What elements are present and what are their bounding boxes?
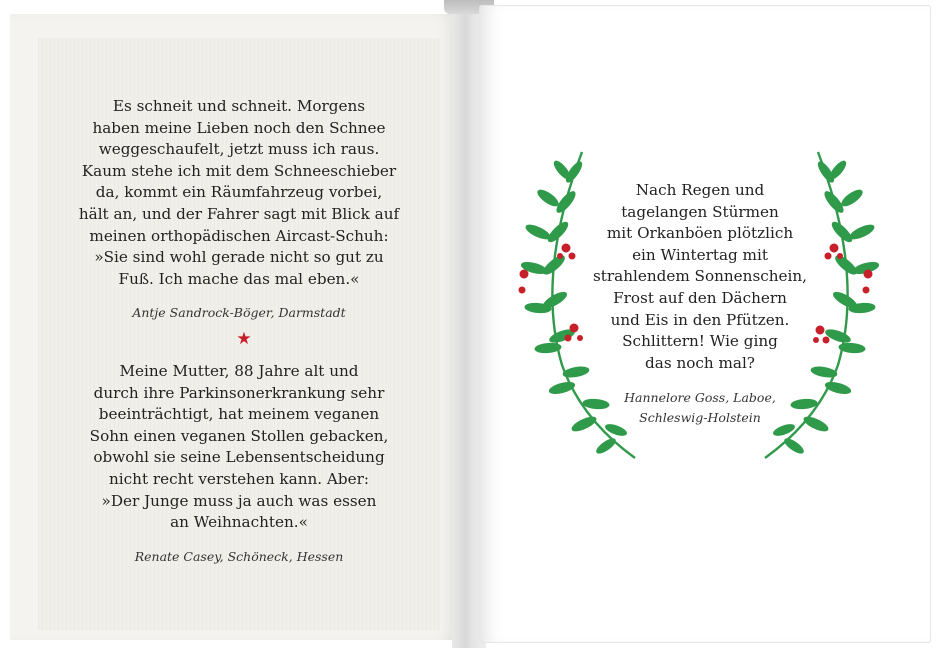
right-quote-text: Nach Regen und tagelangen Stürmen mit Orkanböen plötzlich ein Wintertag mit strahlendem Sonnenschein, Frost auf den Dächern und Eis in den Pfützen. Schlittern! Wie ging das noch mal? bbox=[593, 181, 807, 372]
berries-left bbox=[519, 244, 584, 342]
story-1-text: Es schneit und schneit. Morgens haben meine Lieben noch den Schnee weggeschaufelt, jetzt muss ich raus. Kaum stehe ich mit dem Schneeschieber da, kommt ein Räumfahrzeug vorbei, hält an, und der Fahrer sagt mit Blick auf meinen orthopädischen Aircast-Schuh: »Sie sind wohl gerade nicht so gut zu Fuß. Ich mache das mal eben.« bbox=[78, 97, 400, 288]
star-icon: ★ bbox=[236, 329, 252, 349]
story-1-author: Antje Sandrock-Böger, Darmstadt bbox=[132, 305, 346, 321]
story-2 bbox=[38, 361, 440, 566]
story-2-author: Renate Casey, Schöneck, Hessen bbox=[134, 548, 344, 564]
right-quote bbox=[580, 180, 820, 428]
story-1 bbox=[38, 96, 440, 322]
story-2-text: Meine Mutter, 88 Jahre alt und durch ihre Parkinsonerkrankung sehr beeinträchtigt, hat meinem veganen Sohn einen veganen Stollen gebacken, obwohl sie seine Lebensentscheidung nicht recht verstehen kann. Aber: »Der Junge muss ja auch was essen an Weihnachten.« bbox=[89, 362, 389, 532]
right-quote-author: Hannelore Goss, Laboe, Schleswig-Holstein bbox=[624, 390, 776, 426]
